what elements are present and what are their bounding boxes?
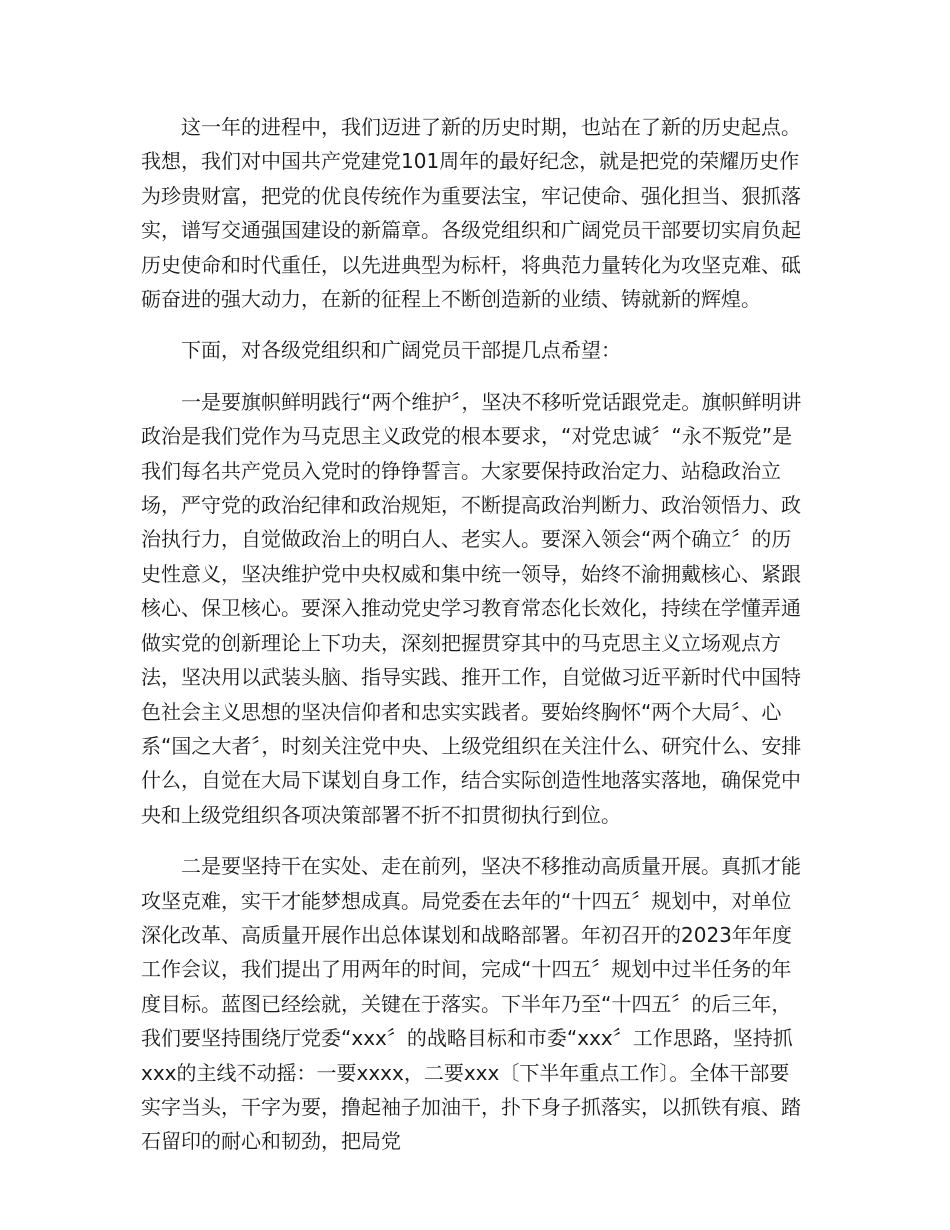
paragraph-hopes-intro: 下面，对各级党组织和广阔党员干部提几点希望： [181, 338, 621, 363]
paragraph-opening: 这一年的进程中，我们迈进了新的历史时期，也站在了新的历史起点。我想，我们对中国共产党建党101周年的最好纪念，就是把党的荣耀历史作为珍贵财富，把党的优良传统作为重要法宝，牢记使命、强化担当、狠抓落实，谱写交通强国建设的新篇章。各级党组织和广阔党员干部要切实肩负起历史使命和时代重任，以先进典型为标杆，将典范力量转化为攻坚克难、砥砺奋进的强大动力，在新的征程上不断创造新的业绩、铸就新的辉煌。 [141, 115, 801, 312]
paragraph-point-one: 一是要旗帜鲜明践行“两个维护〞，坚决不移听党话跟党走。旗帜鲜明讲政治是我们党作为马克思主义政党的根本要求，“对党忠诚〞“永不叛党”是我们每名共产党员入党时的铮铮誓言。大家要保持政治定力、站稳政治立场，严守党的政治纪律和政治规矩，不断提高政治判断力、政治领悟力、政治执行力，自觉做政治上的明白人、老实人。要深入领会“两个确立〞的历史性意义，坚决维护党中央权威和集中统一领导，始终不渝拥戴核心、紧跟核心、保卫核心。要深入推动党史学习教育常态化长效化，持续在学懂弄通做实党的创新理论上下功夫，深刻把握贯穿其中的马克思主义立场观点方法，坚决用以武装头脑、指导实践、推开工作，自觉做习近平新时代中国特色社会主义思想的坚决信仰者和忠实实践者。要始终胸怀“两个大局〞、心系“国之大者〞，时刻关注党中央、上级党组织在关注什么、研究什么、安排什么，自觉在大局下谋划自身工作，结合实际创造性地落实落地，确保党中央和上级党组织各项决策部署不折不扣贯彻执行到位。 [141, 389, 802, 827]
paragraph-point-two: 二是要坚持干在实处、走在前列，坚决不移推动高质量开展。真抓才能攻坚克难，实干才能梦想成真。局党委在去年的“十四五〞规划中，对单位深化改革、高质量开展作出总体谋划和战略部署。年初召开的2023年年度工作会议，我们提出了用两年的时间，完成“十四五〞规划中过半任务的年度目标。蓝图已经绘就，关键在于落实。下半年乃至“十四五〞的后三年，我们要坚持围绕厅党委“xxx〞的战略目标和市委“xxx〞工作思路，坚持抓xxx的主线不动摇：一要xxxx，二要xxx〔下半年重点工作〕。全体干部要实字当头，干字为要，撸起袖子加油干，扑下身子抓落实，以抓铁有痕、踏石留印的耐心和韧劲，把局党 [141, 854, 801, 1154]
document-page [141, 110, 803, 1176]
